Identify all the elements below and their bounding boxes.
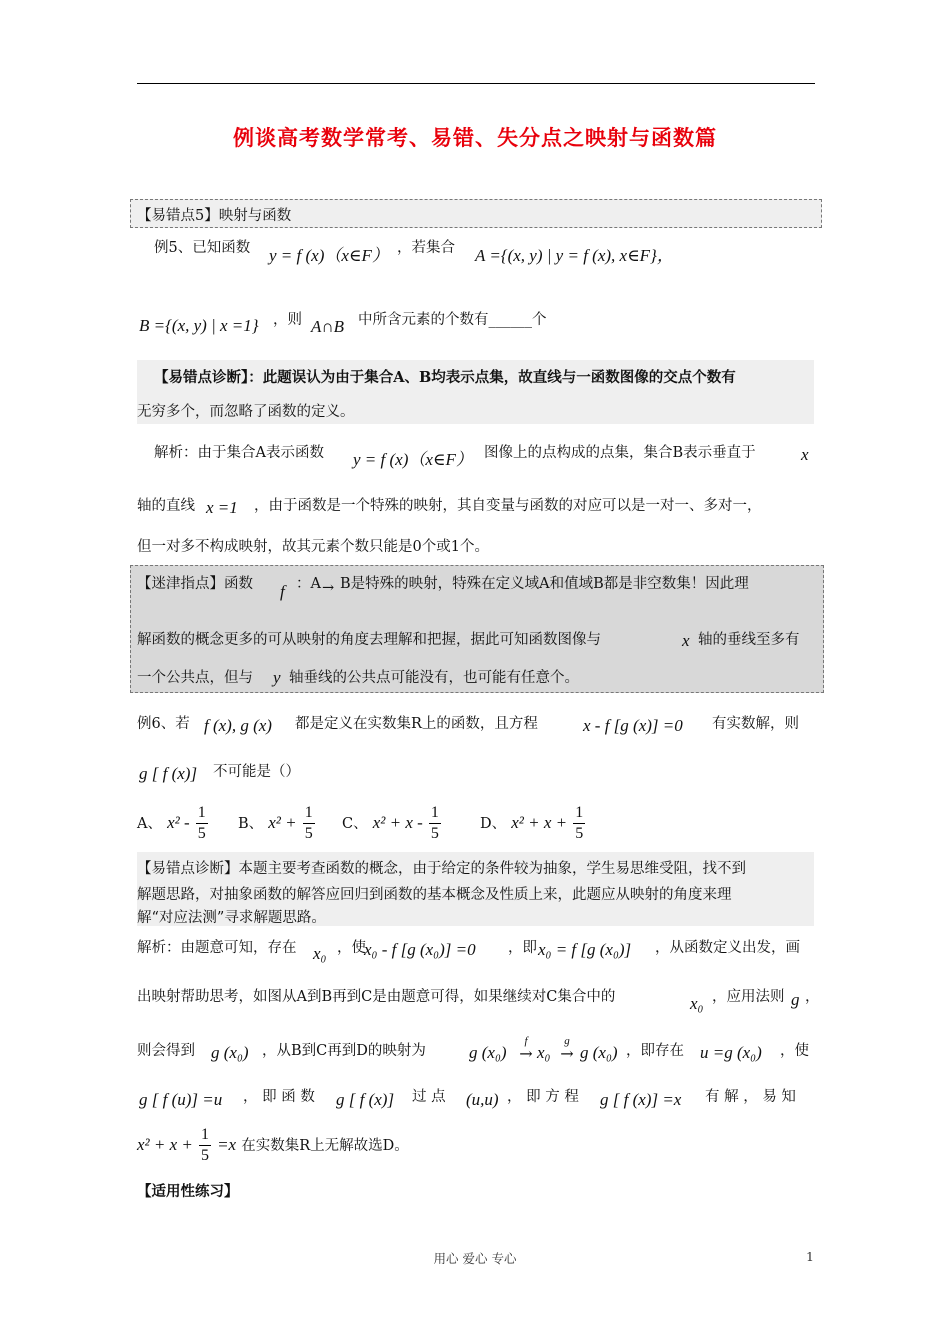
conclusion-fraction [199,1127,211,1164]
analysis6-l4b: 过 点 [412,1089,446,1105]
diagnosis6-line2: 解题思路，对抽象函数的解答应回归到函数的基本概念及性质上来，此题应从映射的角度来理 [137,887,732,903]
arrow-g-label: g [564,1035,570,1047]
conclusion-expr: x² + x + [137,1135,193,1154]
conclusion-eq: =x [217,1135,237,1154]
option-a-den: 5 [197,825,206,842]
analysis6-gfx: g [ f (x)] [336,1090,395,1109]
analysis6-eq1: x₀ - f [g (x₀)] =0 [364,940,476,959]
analysis6-l3c: ，即存在 [626,1043,684,1059]
option-b-num: 1 [303,805,315,824]
analysis6-l2c: ， [805,989,820,1005]
arrow-g-icon: → [560,1044,574,1063]
analysis6-gfu: g [ f (u)] =u [139,1090,223,1109]
option-c-expr: x² + x - [372,813,423,832]
analysis6-l4c: ， 即 方 程 [507,1089,579,1105]
analysis6-l2a: 出映射帮助思考，如图从A到B再到C是由题意可得，如果继续对C集合中的 [137,989,616,1005]
option-b-expr: x² + [268,813,297,832]
option-d-fraction [573,805,585,842]
diagnosis5-text: 【易错点诊断】：此题误认为由于集合A、B均表示点集，故直线与一函数图像的交点个数有 [154,369,736,386]
tip-f: f [280,582,285,601]
analysis6-l2b: ，应用法则 [712,989,785,1005]
footer-motto: 用心 爱心 专心 [433,1251,517,1266]
tip-l2a: 解函数的概念更多的可从映射的角度去理解和把握，据此可知函数图像与 [137,632,601,648]
analysis6-l1b: ，使 [337,940,366,956]
analysis6-gfx-eq: g [ f (x)] =x [600,1090,682,1109]
page-number: 1 [806,1249,814,1264]
analysis5-x: x [801,445,809,464]
option-b [238,805,316,842]
diagnosis6-line1: 【易错点诊断】本题主要考查函数的概念，由于给定的条件较为抽象，学生易思维受阻，找不到 [137,861,746,877]
tip-x: x [682,631,690,650]
page-title: 例谈高考数学常考、易错、失分点之映射与函数篇 [233,125,717,150]
example6-gf: g [ f (x)] [139,764,198,783]
option-c-den: 5 [430,825,439,842]
tip-l3b: 轴垂线的公共点可能没有，也可能有任意个。 [289,670,579,686]
tip-y: y [273,668,281,687]
analysis6-l3b: ，从B到C再到D的映射为 [262,1043,426,1059]
option-d [480,805,586,842]
option-c-label: C、 [342,816,368,832]
option-d-expr: x² + x + [511,813,568,832]
tip-l2b: 轴的垂线至多有 [698,632,800,648]
example6-l1b: 都是定义在实数集R上的函数，且方程 [295,716,538,732]
analysis5-line-eq: x =1 [206,498,238,517]
option-b-den: 5 [304,825,313,842]
analysis6-x0: x₀ [313,944,327,963]
option-b-fraction [303,805,315,842]
analysis5-l2b: ，由于函数是一个特殊的映射，其自变量与函数的对应可以是一对一、多对一， [254,498,762,514]
analysis6-l1c: ，即 [508,940,537,956]
analysis6-l3d: ，使 [780,1043,809,1059]
option-c [342,805,442,842]
example5-intro: 例5、已知函数 [154,240,251,256]
option-d-num: 1 [573,805,585,824]
top-rule [137,83,815,84]
example5-set-a: A ={(x, y) | y = f (x), x∈F}， [475,246,674,265]
option-d-label: D、 [480,816,507,832]
diagnosis5-line1 [154,366,736,387]
analysis6-map-mid: x₀ [537,1043,551,1062]
conclusion-text: 在实数集R上无解故选D。 [241,1138,409,1154]
analysis6-arrow-f [516,1036,536,1061]
example6-l1c: 有实数解，则 [712,716,799,732]
conclusion-den: 5 [200,1147,209,1164]
analysis6-g: g [791,990,800,1009]
example6-l1a: 例6、若 [137,716,190,732]
arrow-f-label: f [524,1035,528,1047]
example5-func: y = f (x)（x∈F） [269,246,389,265]
example5-intersection: A∩B [311,317,345,336]
analysis6-l4d: 有 解 ， 易 知 [705,1089,796,1105]
example6-funcs: f (x), g (x) [204,716,272,735]
tip-l1c: B是特殊的映射，特殊在定义域A和值域B都是非空数集！因此理 [340,576,749,592]
option-a-label: A、 [137,816,162,832]
tip-l3a: 一个公共点，但与 [137,670,253,686]
analysis6-x0b: x₀ [690,994,704,1013]
example6-question: 不可能是（） [213,764,300,780]
analysis6-l3a: 则会得到 [137,1043,195,1059]
analysis5-l2a: 轴的直线 [137,498,195,514]
analysis6-u-def: u =g (x₀) [700,1043,762,1062]
tip-l1b: ：A [296,576,321,592]
analysis6-eq2: x₀ = f [g (x₀)] [538,940,632,959]
tip-arrow: → [322,580,335,596]
analysis5-l3: 但一对多不构成映射，故其元素个数只能是0个或1个。 [137,539,489,555]
analysis5-func: y = f (x)（x∈F） [353,450,473,469]
conclusion-num: 1 [199,1127,211,1146]
option-a-num: 1 [196,805,208,824]
option-c-fraction [429,805,441,842]
analysis6-gx0: g (x₀) [211,1043,249,1062]
analysis6-point: (u,u) [466,1090,499,1109]
analysis6-l1d: ，从函数定义出发，画 [655,940,800,956]
tip-l1a: 【迷津指点】函数 [137,576,253,592]
example5-set-b: B ={(x, y) | x =1} [139,316,259,335]
analysis6-l1a: 解析：由题意可知，存在 [137,940,297,956]
analysis6-conclusion [137,1127,409,1164]
example5-question: 中所含元素的个数有______个 [358,312,547,328]
analysis6-map-start: g (x₀) [469,1043,507,1062]
option-a-fraction [196,805,208,842]
analysis6-l4a: ， 即 函 数 [243,1089,315,1105]
diagnosis6-line3: 解“对应法测”寻求解题思路。 [137,910,326,926]
analysis5-l1a: 解析：由于集合A表示函数 [154,445,324,461]
example5-text2: ，若集合 [397,240,455,256]
section-header: 【易错点5】映射与函数 [137,208,292,224]
option-a [137,805,209,842]
diagnosis5-line2: 无穷多个，而忽略了函数的定义。 [137,404,355,420]
arrow-f-icon: → [519,1044,533,1063]
analysis5-l1b: 图像上的点构成的点集，集合B表示垂直于 [484,445,756,461]
practice-header: 【适用性练习】 [137,1183,239,1200]
analysis6-map-end: g (x₀) [580,1043,618,1062]
option-d-den: 5 [575,825,584,842]
example6-equation: x - f [g (x)] =0 [583,716,683,735]
example5-text3: ，则 [273,312,302,328]
option-b-label: B、 [238,816,264,832]
option-a-expr: x² - [167,813,190,832]
option-c-num: 1 [429,805,441,824]
analysis6-arrow-g [557,1036,577,1061]
